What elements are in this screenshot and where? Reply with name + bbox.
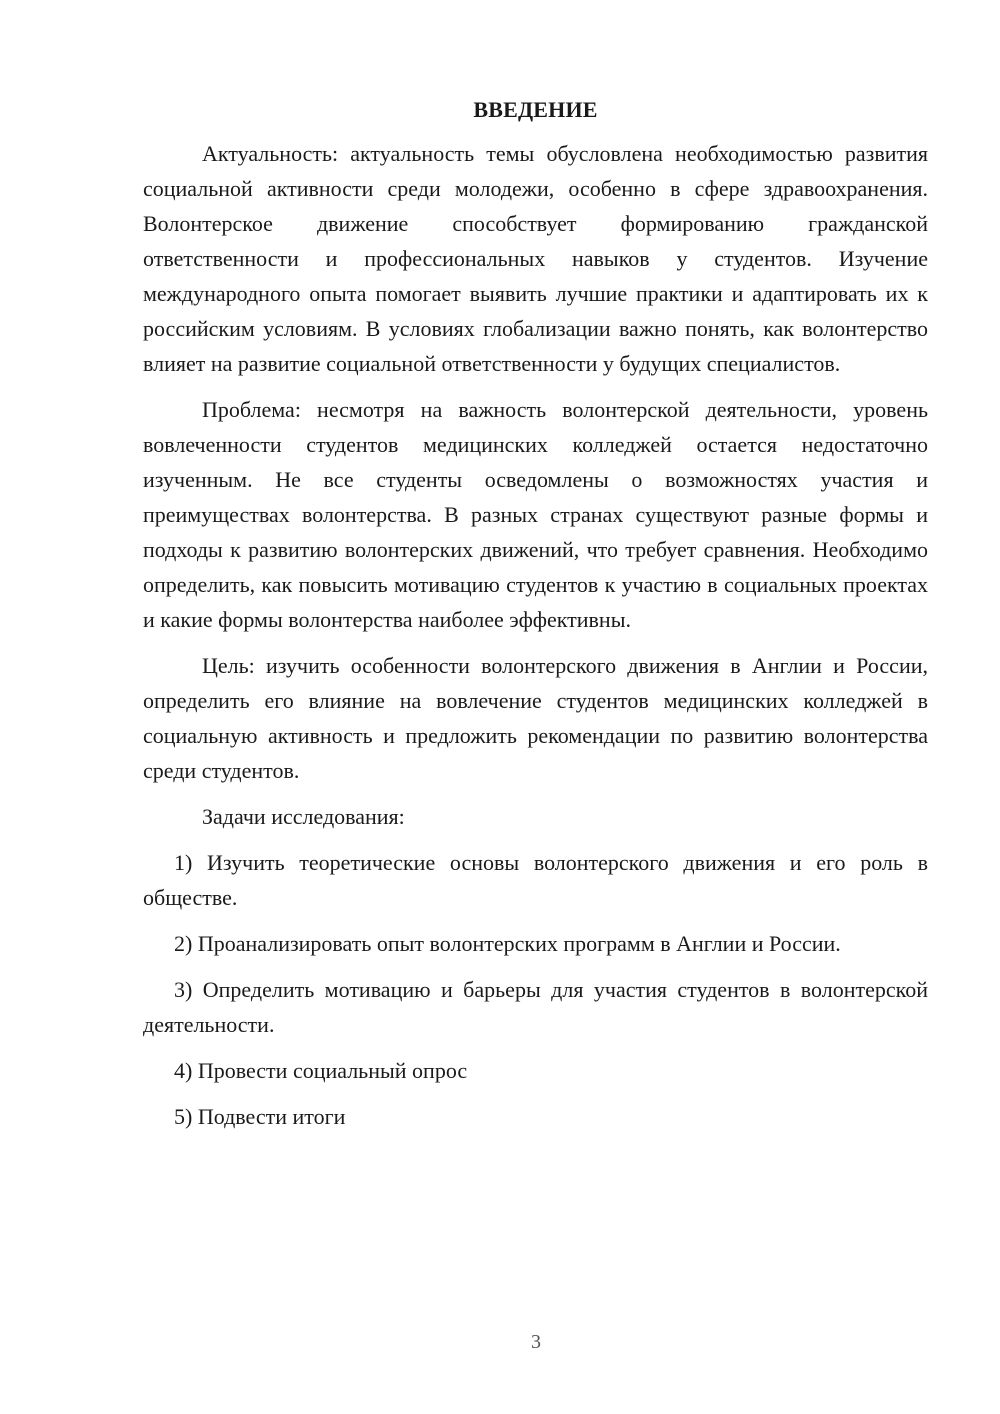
paragraph-relevance: Актуальность: актуальность темы обусловлена необходимостью развития социальной активности среди молодежи, особенно в сфере здравоохранения. Волонтерское движение способствует формированию гражданской ответственности и профессиональных навыков у студентов. Изучение международного опыта помогает выявить лучшие практики и адаптировать их к российским условиям. В условиях глобализации важно понять, как волонтерство влияет на развитие социальной ответственности у будущих специалистов. — [143, 141, 928, 376]
page-number: 3 — [531, 1331, 541, 1353]
paragraph-problem: Проблема: несмотря на важность волонтерской деятельности, уровень вовлеченности студентов медицинских колледжей остается недостаточно изученным. Не все студенты осведомлены о возможностях участия и преимуществах волонтерства. В разных странах существуют разные формы и подходы к развитию волонтерских движений, что требует сравнения. Необходимо определить, как повысить мотивацию студентов к участию в социальных проектах и какие формы волонтерства наиболее эффективны. — [143, 397, 928, 632]
document-page — [143, 92, 928, 1145]
tasks-heading: Задачи исследования: — [202, 804, 405, 829]
task-list — [143, 845, 928, 1134]
task-item: 1) Изучить теоретические основы волонтерского движения и его роль в обществе. — [143, 850, 928, 910]
task-item: 3) Определить мотивацию и барьеры для участия студентов в волонтерской деятельности. — [143, 977, 928, 1037]
paragraph-goal: Цель: изучить особенности волонтерского движения в Англии и России, определить его влияние на вовлечение студентов медицинских колледжей в социальную активность и предложить рекомендации по развитию волонтерства среди студентов. — [143, 653, 928, 783]
task-item: 5) Подвести итоги — [174, 1104, 346, 1129]
section-title: ВВЕДЕНИЕ — [473, 97, 598, 122]
task-item: 2) Проанализировать опыт волонтерских программ в Англии и России. — [174, 931, 841, 956]
task-item: 4) Провести социальный опрос — [174, 1058, 468, 1083]
